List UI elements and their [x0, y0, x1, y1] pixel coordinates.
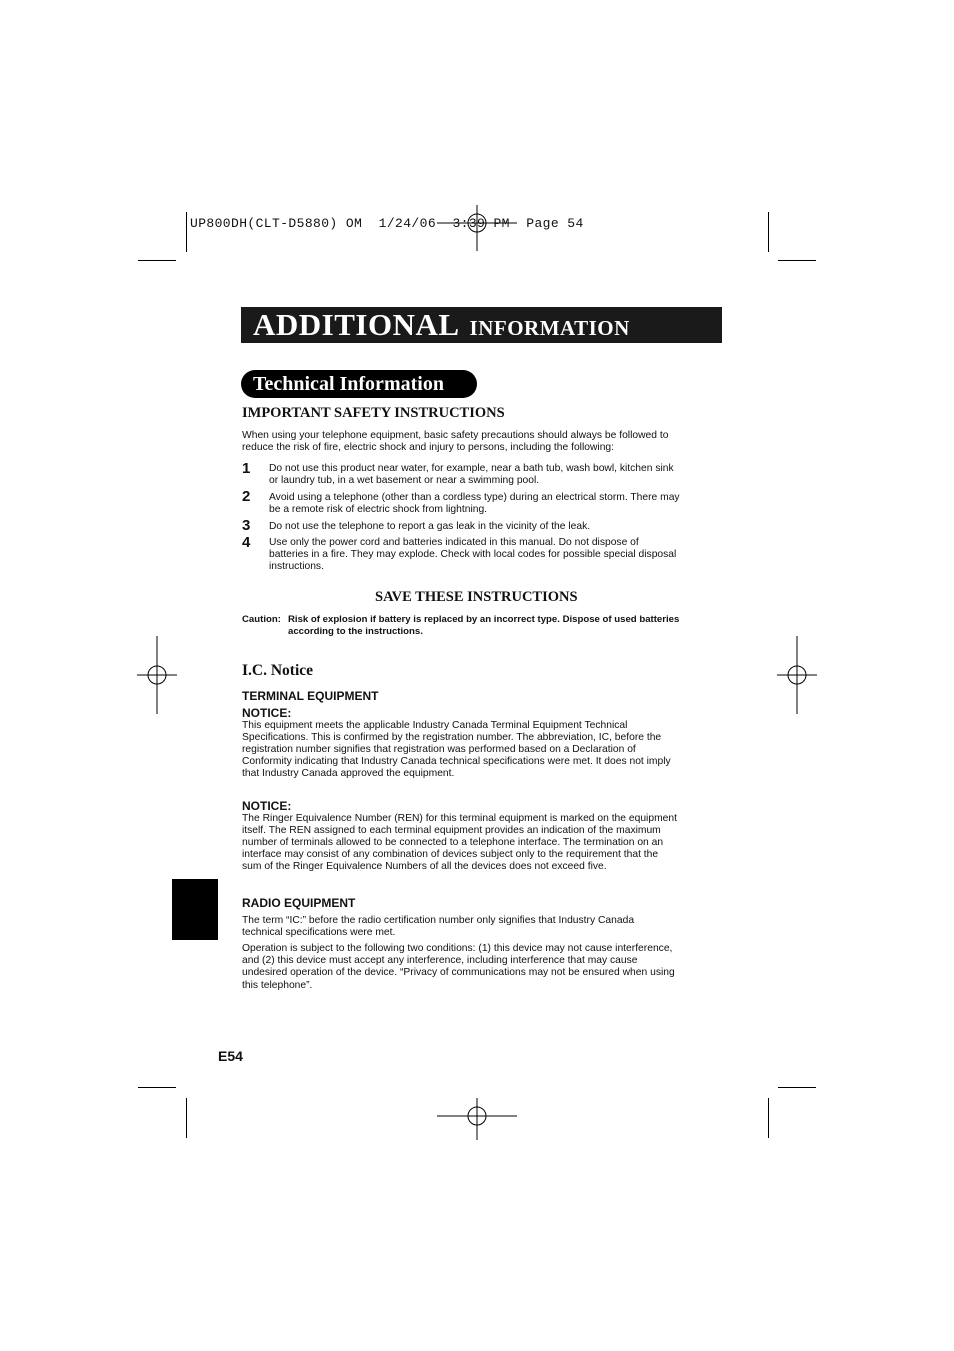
paragraph-line: undesired operation of the device. “Privacy of communications may not be ensured when using: [242, 967, 675, 978]
list-item-line: be a remote risk of electric shock from lightning.: [269, 504, 488, 515]
paragraph-line: sum of the Ringer Equivalence Numbers of all the devices does not exceed five.: [242, 861, 607, 872]
crop-mark-top-left-v: [186, 212, 187, 252]
terminal-equipment-heading: TERMINAL EQUIPMENT: [242, 689, 379, 703]
registration-mark-left: [137, 636, 177, 714]
notice-paragraph: [242, 813, 722, 873]
caution-text: according to the instructions.: [288, 626, 423, 637]
list-item: [269, 463, 721, 487]
caution-text: Risk of explosion if battery is replaced by an incorrect type. Dispose of used batteries: [288, 614, 680, 625]
section-banner: [241, 307, 722, 343]
paragraph-line: The Ringer Equivalence Number (REN) for this terminal equipment is marked on the equipment: [242, 813, 677, 824]
registration-mark-bottom: [437, 1098, 517, 1140]
registration-mark-right: [777, 636, 817, 714]
ic-notice-heading: I.C. Notice: [242, 662, 314, 679]
paragraph-line: registration number signifies that registration was performed based on a Declaration of: [242, 744, 636, 755]
item-number: 2: [242, 488, 251, 505]
paragraph-line: Specifications. This is confirmed by the registration number. The abbreviation, IC, before the: [242, 732, 662, 743]
list-item: [269, 492, 721, 516]
notice-paragraph: [242, 720, 722, 780]
list-item-line: Use only the power cord and batteries indicated in this manual. Do not dispose of: [269, 537, 639, 548]
save-instructions-heading: SAVE THESE INSTRUCTIONS: [375, 589, 578, 605]
item-number: 4: [242, 534, 251, 551]
paragraph-line: Operation is subject to the following two conditions: (1) this device may not cause interference,: [242, 943, 673, 954]
paragraph-line: and (2) this device must accept any interference, including interference that may cause: [242, 955, 638, 966]
paragraph-line: This equipment meets the applicable Industry Canada Terminal Equipment Technical: [242, 720, 628, 731]
safety-intro-line: reduce the risk of fire, electric shock and injury to persons, including the following:: [242, 442, 615, 453]
radio-paragraph: [242, 915, 722, 939]
list-item-line: instructions.: [269, 561, 324, 572]
crop-mark-bottom-right-h: [778, 1087, 816, 1088]
paragraph-line: itself. The REN assigned to each terminal equipment provides an indication of the maximum: [242, 825, 661, 836]
crop-mark-top-right-v: [768, 212, 769, 252]
page-number: E54: [218, 1048, 243, 1064]
paragraph-line: technical specifications were met.: [242, 927, 396, 938]
crop-mark-bottom-right-v: [768, 1098, 769, 1138]
banner-title-small: INFORMATION: [469, 316, 630, 340]
notice-heading: NOTICE:: [242, 706, 292, 720]
crop-mark-top-left-h: [138, 260, 176, 261]
list-item-line: Do not use the telephone to report a gas leak in the vicinity of the leak.: [269, 521, 591, 532]
list-item: [269, 537, 721, 573]
paragraph-line: this telephone”.: [242, 980, 313, 991]
crop-mark-top-right-h: [778, 260, 816, 261]
print-header: UP800DH(CLT-D5880) OM 1/24/06 3:39 PM Page 54: [190, 216, 584, 231]
item-number: 1: [242, 460, 251, 477]
list-item: [269, 521, 721, 533]
item-number: 3: [242, 517, 251, 534]
list-item-line: Do not use this product near water, for example, near a bath tub, wash bowl, kitchen sink: [269, 463, 674, 474]
banner-title-big: ADDITIONAL: [253, 307, 460, 342]
paragraph-line: interface may consist of any combination of devices subject only to the requirement that the: [242, 849, 659, 860]
paragraph-line: that Industry Canada approved the equipment.: [242, 768, 455, 779]
safety-heading: IMPORTANT SAFETY INSTRUCTIONS: [242, 405, 505, 421]
list-item-line: batteries in a fire. They may explode. Check with local codes for possible special disposal: [269, 549, 677, 560]
paragraph-line: The term “IC:” before the radio certification number only signifies that Industry Canada: [242, 915, 635, 926]
radio-equipment-heading: RADIO EQUIPMENT: [242, 896, 356, 910]
caution-label: Caution:: [242, 614, 281, 625]
list-item-line: Avoid using a telephone (other than a cordless type) during an electrical storm. There may: [269, 492, 680, 503]
crop-mark-bottom-left-v: [186, 1098, 187, 1138]
notice-heading: NOTICE:: [242, 799, 292, 813]
side-tab-marker: [172, 879, 218, 940]
safety-intro: [242, 430, 722, 454]
paragraph-line: number of terminals allowed to be connected to a telephone interface. The termination on an: [242, 837, 664, 848]
caution-note: [242, 614, 722, 638]
crop-mark-bottom-left-h: [138, 1087, 176, 1088]
radio-paragraph: [242, 943, 722, 992]
paragraph-line: Conformity indicating that Industry Canada technical specifications were met. It does not imply: [242, 756, 671, 767]
section-pill: Technical Information: [241, 370, 477, 398]
list-item-line: or laundry tub, in a wet basement or near a swimming pool.: [269, 475, 540, 486]
safety-intro-line: When using your telephone equipment, basic safety precautions should always be followed to: [242, 430, 669, 441]
